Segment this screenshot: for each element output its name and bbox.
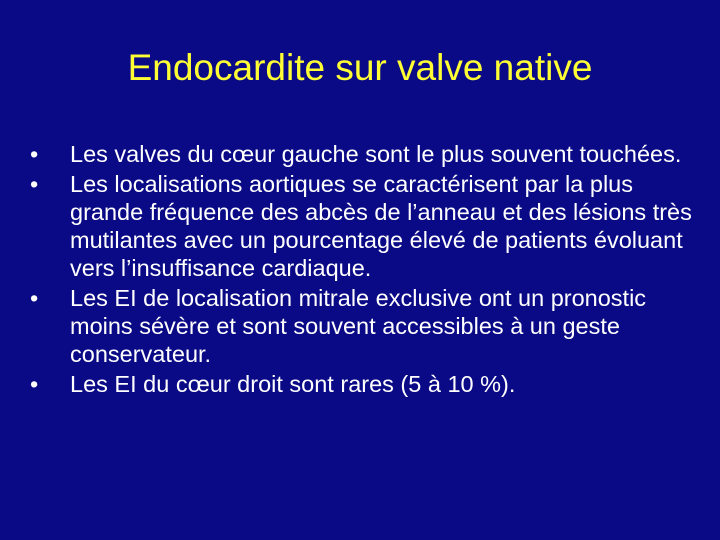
bullet-item	[30, 170, 700, 282]
bullet-item	[30, 284, 700, 368]
bullet-item	[30, 140, 700, 168]
bullet-marker: •	[30, 141, 39, 167]
bullet-marker: •	[30, 371, 39, 397]
bullet-text: Les localisations aortiques se caractérisent par la plus grande fréquence des abcès de l’anneau et des lésions très mutilantes avec un pourcentage élevé de patients évoluant vers l’insuffisance cardiaque.	[70, 171, 692, 281]
bullet-item	[30, 370, 700, 398]
bullet-marker: •	[30, 285, 39, 311]
bullet-text: Les valves du cœur gauche sont le plus souvent touchées.	[70, 141, 682, 167]
bullet-text: Les EI de localisation mitrale exclusive ont un pronostic moins sévère et sont souvent accessibles à un geste conservateur.	[70, 285, 647, 367]
bullet-marker: •	[30, 171, 39, 197]
slide-title: Endocardite sur valve native	[127, 47, 593, 88]
bullet-text: Les EI du cœur droit sont rares (5 à 10 %).	[70, 371, 516, 397]
bullet-list	[30, 140, 700, 400]
